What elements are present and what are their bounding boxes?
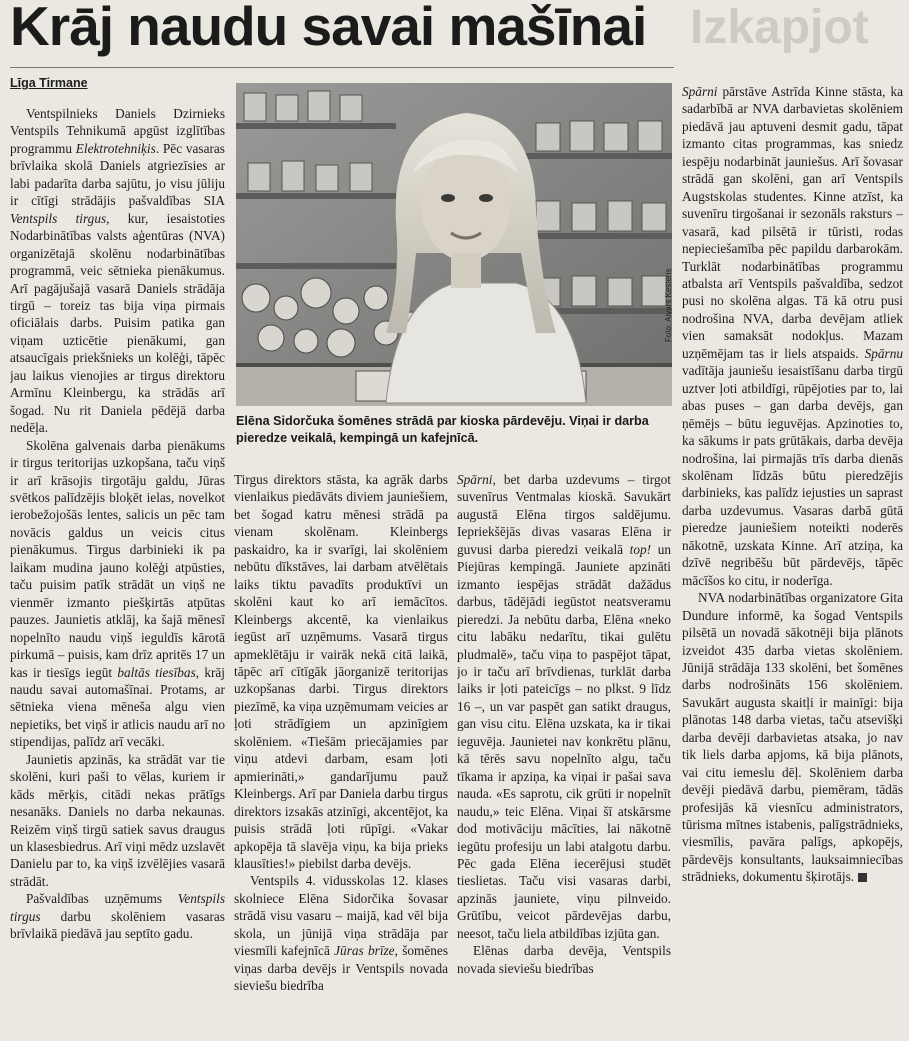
paragraph-4: Pašvaldības uzņēmums Ventspils tirgus darbu skolēniem vasaras brīvlaikā piedāvā jau septīto gadu. [10,891,225,942]
article-column-1 [10,105,225,1041]
article-headline: Krāj naudu savai mašīnai [10,0,647,57]
paragraph-5: Tirgus direktors stāsta, ka agrāk darbs vienlaikus piedāvāts diviem jauniešiem, bet šogad katru mēnesi strādā pa vienam skolēnam. Kleinbergs paskaidro, ka ir svarīgi, lai skolēniem nebūtu dīkstāves, lai darbam atvēlētais laiks tiktu pavadīts produktīvi un skolēni kaut ko arī iemācītos. Kleinbergs akcentē, ka vienlaikus iegūst arī uzņēmums. Vasarā tirgus apmeklētāju ir vairāk nekā citā laikā, tāpēc arī cītīgāk jāorganizē teritorijas uzkopšanas darbi. Tirgus direktors piezīmē, ka viņa uzņēmumam veicies ar ļoti strādīgiem un apzinīgiem skolēniem. «Tiešām priecājamies par viņu atdevi darbam, esam ļoti apmierināti,» gandarījumu pauž Kleinbergs. Arī par Daniela darbu tirgus direktors izsakās atzinīgi, akcentējot, ka puisis strādā ļoti rūpīgi. «Vakar apkopēja tā slavēja viņu, ka bija prieks klausīties!» piebilst darba devējs. [234,472,448,871]
article-photo [236,83,672,406]
paragraph-7-cont: Spārni pārstāve Astrīda Kinne stāsta, ka sadarbībā ar NVA darbavietas skolēniem piedāvā jau aptuveni desmit gadu, tāpat izmanto citas programmas, kas sniedz iespēju nodarbināt jauniešus. Arī šovasar strādā gan skolēni, gan arī Ventspils Augstskolas studentes. Kinne atzīst, ka suvenīru tirgošanai ir sezonāls raksturs – vasarā, kad pilsētā ir tūristi, rodas nepieciešamība pēc papildu darbarokām. Turklāt nodarbinātības programmu atbalsta arī Ventspils pašvaldība, sedzot pusi no skolēna algas. Tā kā otru pusi nodrošina NVA, darba devējam atliek vien samaksāt nodokļus. Mazam uzņēmējam tas ir liels atspaids. Spārnu vadītāja jauniešu iesaistīšanu darba tirgū uztver ļoti atbildīgi, rūpējoties par to, lai abas puses – gan darba devējs, gan ņēmējs – būtu ieguvējas. Apzinoties to, ka sākums ir pats grūtākais, darba devēja nodrošina, lai pirmajās trīs darba dienās skolēnam līdzās būtu pieredzējis darbinieks, kas palīdz iejusties un saprast darba uzdevumus. Vasaras darbā gūtā pieredze jauniešiem noteikti noderēs nākotnē, uzskata Kinne. Arī atziņa, ka dzīvē negribēšu būt pārdevējs, tāpēc mācīšos ko citu, ir noderīga. [682,84,903,588]
photo-caption: Elēna Sidorčuka šomēnes strādā par kioska pārdevēju. Viņai ir darba pieredze veikalā, kempingā un kafejnīcā. [236,414,649,445]
article-column-3 [457,471,671,1041]
paragraph-2: Skolēna galvenais darba pienākums ir tirgus teritorijas uzkopšana, taču viņš ir arī krāsojis tirgotāju galdu, Jūras svētkos palīdzējis bloķēt ielas, novelkot ierobežojošās lentes, salicis un pēc tam novācis galdus un veicis citus pienākumus. Tirgus darbinieki ik pa laikam mudina jauno kolēģi atpūsties, taču puisim patīk strādāt un viņš ne vienmēr izmanto piešķirtās atpūtas pauzes. Jaunietis atklāj, ka šajā mēnesī nopelnīto naudu viņš ieguldīs kārotā pirkumā – puisis, kam drīz apritēs 17 un kas ir tiesīgs iegūt baltās tiesības, krāj naudu savai automašīnai. Protams, ar sētnieka viena mēneša algu vien nepietiks, bet viņš ir atlicis naudu arī no stipendijas, palīdz arī vecāki. [10,437,225,750]
article-column-4 [682,83,903,1041]
byline: Līga Tirmane [10,76,88,90]
photo-credit: Foto: Aivars Kesteris [664,268,673,342]
adjacent-headline-fragment: Izkapjot [690,2,869,54]
paragraph-1: Ventspilnieks Daniels Dzirnieks Ventspils Tehnikumā apgūst izglītības programmu Elektrotehniķis. Pēc vasaras brīvlaika skolā Daniels atgriezīsies ar labi padarīta darba sajūtu, jo visu jūliju ir cītīgi strādājis pašvaldības SIA Ventspils tirgus, kur, iesaistoties Nodarbinātības valsts aģentūras (NVA) organizētajā skolēnu nodarbinātības programmā, veic sētnieka pienākumus. Arī pagājušajā vasarā Daniels strādāja tirgū – toreiz tas bija viņa pirmais oficiālais darbs. Puisim patika gan viņam uzticētie pienākumi, gan atsaucīgais priekšnieks un kolēģi, tāpēc jau laikus vienojies ar tirgus direktoru Armīnu Kleinbergu, ka strādās arī šogad. Nu rit Daniela pēdējā darba nedēļa. [10,106,225,436]
headline-rule [10,67,674,68]
end-of-article-mark [858,873,867,882]
paragraph-7-start: Elēnas darba devēja, Ventspils novada sieviešu biedrības [457,943,671,976]
article-column-2 [234,471,448,1041]
paragraph-8: NVA nodarbinātības organizatore Gita Dundure informē, ka šogad Ventspils pilsētā un novadā sākotnēji bija plānots izveidot 435 darba vietas skolēniem. Jūnijā strādāja 133 skolēni, bet šomēnes darbs nodrošināts 156 skolēniem. Savukārt augusta skaitļi ir mainīgi: bija plānotas 148 darba vietas, taču atsevišķi darba devēji darbavietas atsaka, jo nav tik liels darba apjoms, kā bija plānots, vai citu iemeslu dēļ. Skolēniem darba devēji piedāvā darbu, piemēram, tādās profesijās kā viesnīcu administrators, tūrisma mītnes istabenis, palīgstrādnieks, viesmīlis, pavāra palīgs, apkopējs, pārdevējs konsultants, lauksaimniecības strādnieks, dokumentu šķirotājs. [682,590,903,885]
paragraph-6-cont: Spārni, bet darba uzdevums – tirgot suvenīrus Ventmalas kioskā. Savukārt augustā Elēna tirgos saldējumu. Iepriekšējās divas vasaras Elēna ir guvusi darba pieredzi veikalā top! un Piejūras kempingā. Jauniete apzināti izmanto iespējas strādāt dažādus darbus, tādējādi iegūstot neatsveramu pieredzi. Ja nebūtu darba, Elēna «neko citu labāku nedarītu, tikai gulētu pludmalē», taču viņa to paspējot tāpat, jo ir taču arī brīvdienas, turklāt darba laiks ir ļoti pateicīgs – no plkst. 9 līdz 16 –, un var paspēt gan satikt draugus, gan visu citu. Elēna uzskata, ka ir tikai ieguvēja. Jaunietei nav konkrētu plānu, kā tērēs savu nopelnīto algu, taču tīkama ir apziņa, ka viņai ir pašai sava nauda. «Es saprotu, cik grūti ir nopelnīt naudu,» teic Elēna. Viņai šī atskārsme dod motivāciju mācīties, lai nākotnē iegūtu profesiju un labi atalgotu darbu. Pēc gada Elēna iecerējusi studēt tieslietas. Taču visi vasaras darbi, apzinās jauniete, viņu pilnveido. Grūtību, veicot pārdevējas darbu, neesot, taču liela atbildības izjūta gan. [457,472,671,941]
paragraph-6-start: Ventspils 4. vidusskolas 12. klases skolniece Elēna Sidorčika šovasar strādā visu vasaru – maijā, kad vēl bija skola, un jūnijā viņa strādāja par viesmīli kafejnīcā Jūras brīze, šomēnes viņas darba devējs ir Ventspils novada sieviešu biedrība [234,873,448,994]
paragraph-3: Jaunietis apzinās, ka strādāt var tie skolēni, kuri paši to vēlas, kuriem ir kāds mērķis, citādi nekas prātīgs nesanāks. Daniels no darba nekaunas. Reizēm viņš tirgū satiek savus draugus un klasesbiedrus. Arī viņi mēdz uzslavēt Danielu par to, ka viņš izvēlējies vasarā strādāt. [10,751,225,889]
